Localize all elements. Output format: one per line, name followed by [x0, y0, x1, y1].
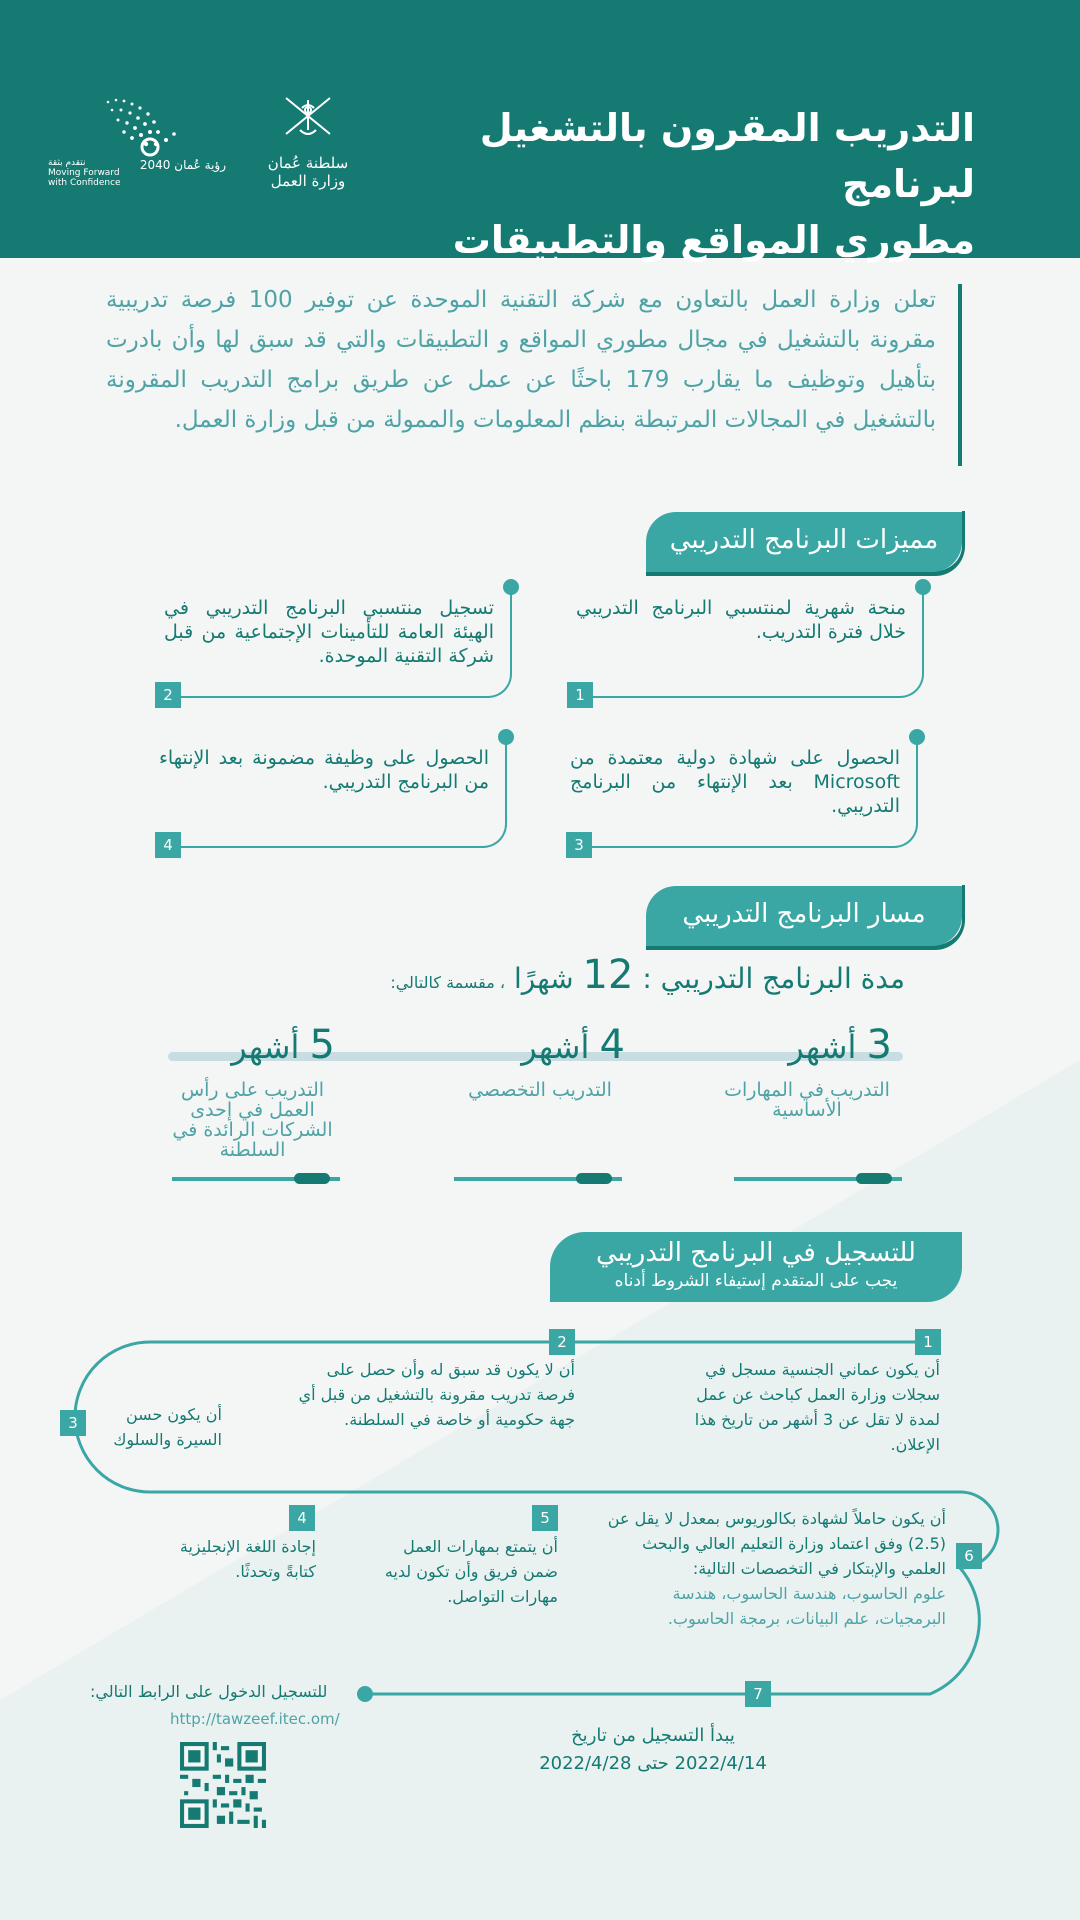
intro-accent-bar	[958, 284, 962, 466]
features-heading-text: مميزات البرنامج التدريبي	[669, 525, 939, 555]
condition-3-number: 3	[60, 1410, 86, 1436]
stage-3-title	[231, 1022, 335, 1068]
duration-value: 12	[582, 952, 634, 998]
features-heading	[646, 512, 962, 572]
title-line-2: مطوري المواقع والتطبيقات	[452, 218, 975, 262]
duration-suffix: ، مقسمة كالتالي:	[390, 973, 506, 992]
slider-knob	[294, 1173, 330, 1184]
stage-number: 5	[309, 1022, 335, 1068]
vision-arabic-text: رؤية عُمان 2040	[139, 158, 226, 172]
stage-unit: أشهر	[521, 1028, 590, 1066]
condition-4-number: 4	[289, 1505, 315, 1531]
registration-link-label: للتسجيل الدخول على الرابط التالي:	[90, 1682, 328, 1701]
vision-english-1: Moving Forward	[48, 168, 120, 178]
path-heading	[646, 886, 962, 946]
condition-1-number: 1	[915, 1329, 941, 1355]
feature-number: 4	[155, 832, 181, 858]
feature-number: 1	[567, 682, 593, 708]
feature-card-2	[157, 588, 512, 704]
registration-start-label: يبدأ التسجيل من تاريخ	[571, 1725, 735, 1746]
khanjar-emblem-icon	[258, 90, 358, 150]
registration-heading	[550, 1232, 962, 1302]
feature-dot	[503, 579, 519, 595]
condition-5-text: أن يتمتع بمهارات العمل ضمن فريق وأن تكون لديه مهارات التواصل.	[384, 1537, 558, 1606]
registration-title: للتسجيل في البرنامج التدريبي	[596, 1238, 916, 1268]
duration-label: مدة البرنامج التدريبي :	[642, 962, 905, 995]
vision-arabic-2: نتقدم بثقة	[48, 158, 86, 168]
header-banner	[0, 0, 1080, 262]
registration-subtitle: يجب على المتقدم إستيفاء الشروط أدناه	[614, 1271, 898, 1291]
stage-3-slider	[172, 1177, 340, 1181]
vision-english-text	[48, 158, 121, 188]
intro-paragraph: تعلن وزارة العمل بالتعاون مع شركة التقنية الموحدة عن توفير 100 فرصة تدريبية مقرونة بالتشغيل في مجال مطوري المواقع و التطبيقات والتي قد سبق لها وأن بادرت بتأهيل وتوظيف ما يقارب 179 باحثًا عن عمل عن طريق برامج التدريب المقرونة بالتشغيل في المجالات المرتبطة بنظم المعلومات والممولة من قبل وزارة العمل.	[106, 287, 936, 433]
stage-number: 4	[599, 1022, 625, 1068]
stage-2-desc: التدريب التخصصي	[468, 1079, 612, 1101]
stage-1-title	[788, 1022, 892, 1068]
qr-code-icon[interactable]	[180, 1742, 266, 1828]
slider-knob	[856, 1173, 892, 1184]
page-title	[415, 100, 975, 268]
feature-card-3	[568, 738, 918, 854]
condition-6-block	[596, 1506, 946, 1631]
feature-number: 3	[566, 832, 592, 858]
feature-dot	[915, 579, 931, 595]
stage-1-slider	[734, 1177, 902, 1181]
vision-2040-logo	[48, 92, 238, 192]
duration-line	[390, 952, 905, 998]
feature-dot	[498, 729, 514, 745]
feature-card-4	[157, 738, 507, 854]
condition-2-text: أن لا يكون قد سبق له وأن حصل على فرصة تدريب مقرونة بالتشغيل من قبل أي جهة حكومية أو خاصة في السلطنة.	[298, 1360, 575, 1429]
slider-knob	[576, 1173, 612, 1184]
ministry-logo	[258, 90, 358, 190]
feature-card-1	[569, 588, 924, 704]
condition-1-text: أن يكون عماني الجنسية مسجل في سجلات وزارة العمل كباحث عن عمل لمدة لا تقل عن 3 أشهر من تاريخ هذا الإعلان.	[694, 1360, 940, 1454]
feature-dot	[909, 729, 925, 745]
feature-text: منحة شهرية لمنتسبي البرنامج التدريبي خلال فترة التدريب.	[576, 597, 906, 643]
feature-number: 2	[155, 682, 181, 708]
registration-date-range: 2022/4/14 حتى 2022/4/28	[539, 1753, 767, 1774]
condition-6-text: أن يكون حاملاً لشهادة بكالوريوس بمعدل لا يقل عن (2.5) وفق اعتماد وزارة التعليم العالي والبحث العلمي والإبتكار في التخصصات التالية:	[607, 1509, 946, 1578]
stage-3-desc: التدريب على رأس العمل في إحدى الشركات الرائدة في السلطنة	[172, 1079, 333, 1161]
condition-3-text: أن يكون حسن السيرة والسلوك	[113, 1405, 222, 1449]
stage-1-desc: التدريب في المهارات الأساسية	[724, 1079, 890, 1121]
stage-2-slider	[454, 1177, 622, 1181]
condition-7-number: 7	[745, 1681, 771, 1707]
title-line-1: التدريب المقرون بالتشغيل لبرنامج	[479, 106, 975, 206]
duration-unit: شهرًا	[514, 962, 574, 995]
feature-text: الحصول على شهادة دولية معتمدة من Microsoft بعد الإنتهاء من البرنامج التدريبي.	[570, 747, 900, 817]
condition-5-number: 5	[532, 1505, 558, 1531]
stage-unit: أشهر	[231, 1028, 300, 1066]
condition-2-number: 2	[549, 1329, 575, 1355]
vision-english-2: with Confidence	[48, 178, 121, 188]
condition-6-specialties: علوم الحاسوب، هندسة الحاسوب، هندسة البرمجيات، علم البيانات، برمجة الحاسوب.	[667, 1584, 946, 1628]
stage-2-title	[521, 1022, 625, 1068]
stage-unit: أشهر	[788, 1028, 857, 1066]
stage-number: 3	[866, 1022, 892, 1068]
condition-6-number: 6	[956, 1543, 982, 1569]
ministry-logo-line1: سلطنة عُمان	[267, 154, 349, 172]
feature-text: تسجيل منتسبي البرنامج التدريبي في الهيئة العامة للتأمينات الإجتماعية من قبل شركة التقنية الموحدة.	[164, 597, 494, 667]
ministry-logo-line2: وزارة العمل	[270, 172, 346, 190]
registration-link[interactable]: http://tawzeef.itec.om/	[170, 1710, 340, 1728]
path-heading-text: مسار البرنامج التدريبي	[682, 899, 926, 929]
registration-dates	[538, 1722, 768, 1778]
condition-4-text: إجادة اللغة الإنجليزية كتابةً وتحدثًا.	[179, 1537, 316, 1581]
feature-text: الحصول على وظيفة مضمونة بعد الإنتهاء من البرنامج التدريبي.	[159, 747, 489, 793]
